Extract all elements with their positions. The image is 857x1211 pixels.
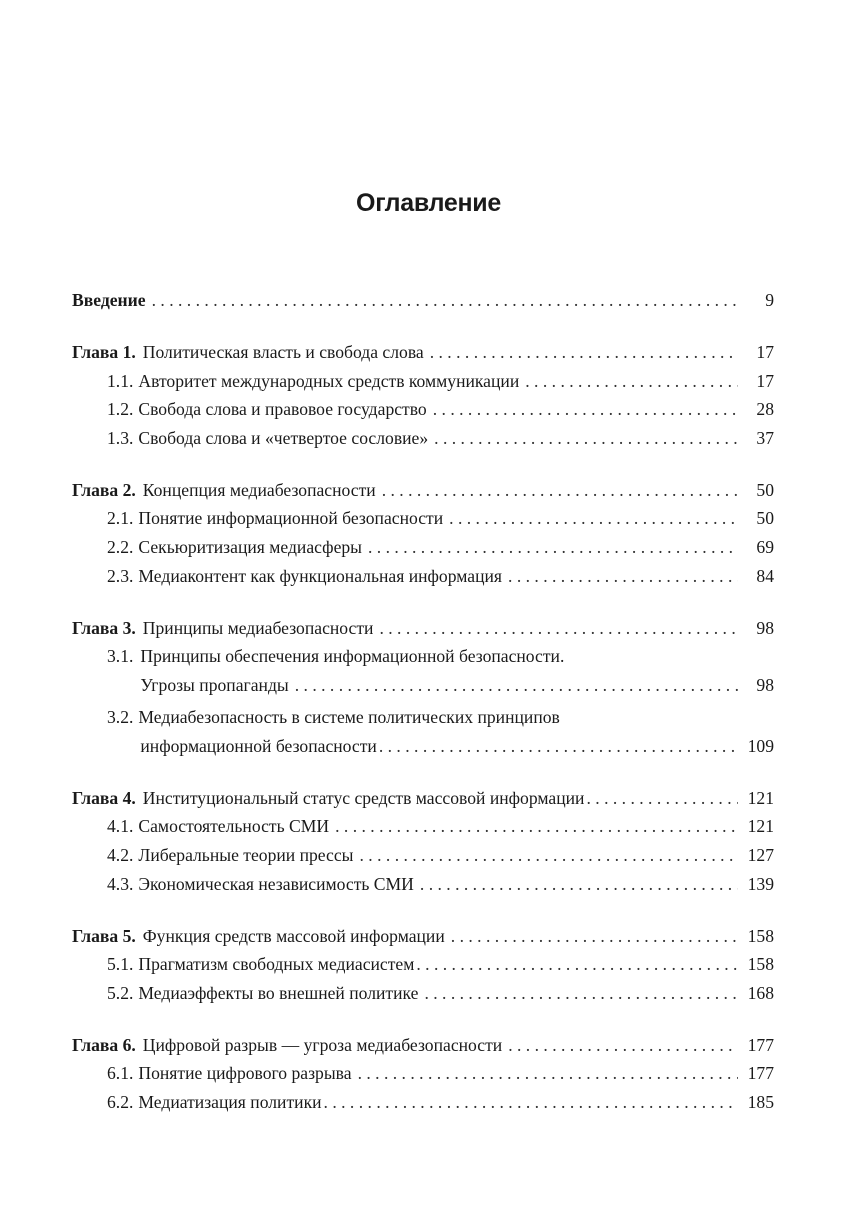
section-title: Авторитет международных средств коммуникации [138, 370, 520, 391]
toc-entry-intro[interactable] [72, 286, 774, 315]
page-number: 127 [747, 845, 774, 866]
section-title: Самостоятельность СМИ [138, 816, 330, 837]
page-number: 121 [747, 816, 774, 837]
toc-entry-section[interactable] [72, 950, 774, 979]
toc-entry-section[interactable] [72, 562, 774, 591]
chapter-label: Глава 4. [72, 787, 136, 808]
section-number: 4.1. [107, 816, 134, 837]
toc-entry-section[interactable] [72, 1059, 774, 1088]
dot-leader [152, 286, 738, 315]
section-number: 1.1. [107, 370, 134, 391]
section-number: 4.2. [107, 845, 134, 866]
toc-chapter-3 [72, 614, 774, 761]
section-number: 3.1. [107, 646, 134, 667]
section-number: 3.2. [107, 707, 134, 728]
dot-leader [420, 870, 738, 899]
page-number: 177 [747, 1034, 774, 1055]
section-title: Медиаконтент как функциональная информация [138, 565, 503, 586]
toc-intro [72, 286, 774, 315]
toc-entry-section[interactable] [72, 424, 774, 453]
toc-chapter-4 [72, 784, 774, 898]
section-title: Экономическая независимость СМИ [138, 873, 414, 894]
page-number: 37 [756, 427, 774, 448]
dot-leader [430, 338, 738, 367]
page-number: 17 [756, 341, 774, 362]
dot-leader [424, 979, 738, 1008]
page-number: 109 [747, 735, 774, 756]
dot-leader [525, 367, 738, 396]
page-number: 69 [756, 536, 774, 557]
dot-leader [449, 504, 738, 533]
dot-leader [360, 841, 739, 870]
dot-leader [508, 1031, 738, 1060]
dot-leader [382, 476, 738, 505]
chapter-title: Институциональный статус средств массовой информации [142, 787, 585, 808]
section-number: 6.2. [107, 1092, 134, 1112]
toc-entry-chapter[interactable] [72, 922, 774, 951]
chapter-title: Цифровой разрыв — угроза медиабезопасности [142, 1034, 503, 1055]
page-number: 84 [756, 565, 774, 586]
table-of-contents [72, 286, 774, 1140]
section-number: 5.1. [107, 954, 134, 975]
page-number: 158 [747, 925, 774, 946]
page-number: 50 [756, 508, 774, 529]
chapter-title: Принципы медиабезопасности [142, 617, 374, 638]
chapter-label: Глава 3. [72, 617, 136, 638]
chapter-label: Глава 5. [72, 925, 136, 946]
toc-entry-chapter[interactable] [72, 1031, 774, 1060]
dot-leader [416, 950, 738, 979]
section-title-line-2: Угрозы пропаганды [140, 674, 289, 695]
section-title-line-1: Принципы обеспечения информационной безопасности. [140, 646, 565, 667]
toc-entry-section[interactable] [72, 367, 774, 396]
page-number: 9 [765, 290, 774, 310]
chapter-title: Функция средств массовой информации [142, 925, 445, 946]
section-title: Медиаэффекты во внешней политике [138, 982, 419, 1003]
page-number: 185 [747, 1092, 774, 1112]
page-number: 28 [756, 399, 774, 420]
dot-leader [358, 1059, 738, 1088]
section-title-line-2: информационной безопасности [140, 735, 377, 756]
chapter-label: Глава 1. [72, 341, 136, 362]
toc-entry-section[interactable] [72, 841, 774, 870]
toc-entry-section[interactable] [72, 395, 774, 424]
dot-leader [433, 395, 738, 424]
toc-entry-section[interactable] [72, 504, 774, 533]
page-number: 139 [747, 873, 774, 894]
dot-leader [335, 812, 738, 841]
section-title: Свобода слова и «четвертое сословие» [138, 427, 429, 448]
page-number: 177 [747, 1063, 774, 1084]
section-number: 4.3. [107, 873, 134, 894]
page-title: Оглавление [356, 189, 501, 217]
section-title: Либеральные теории прессы [138, 845, 354, 866]
dot-leader [508, 562, 738, 591]
page-number: 98 [756, 674, 774, 695]
toc-entry-section[interactable] [72, 812, 774, 841]
page-number: 121 [747, 787, 774, 808]
section-number: 2.1. [107, 508, 134, 529]
toc-entry-section[interactable] [72, 642, 774, 699]
toc-entry-section[interactable] [72, 703, 774, 760]
toc-chapter-2 [72, 476, 774, 590]
section-title: Медиатизация политики [138, 1092, 322, 1112]
toc-entry-section[interactable] [72, 533, 774, 562]
chapter-label: Глава 6. [72, 1034, 136, 1055]
dot-leader [379, 614, 738, 643]
section-number: 1.3. [107, 427, 134, 448]
dot-leader [368, 533, 738, 562]
section-title: Прагматизм свободных медиасистем [138, 954, 415, 975]
dot-leader [324, 1088, 738, 1117]
chapter-title: Концепция медиабезопасности [142, 479, 376, 500]
toc-chapter-6 [72, 1031, 774, 1117]
dot-leader [434, 424, 738, 453]
section-title-line-1: Медиабезопасность в системе политических принципов [138, 707, 560, 728]
section-number: 5.2. [107, 982, 134, 1003]
page-number: 158 [747, 954, 774, 975]
page-number: 50 [756, 479, 774, 500]
toc-entry-chapter[interactable] [72, 338, 774, 367]
chapter-label: Глава 2. [72, 479, 136, 500]
intro-title: Введение [72, 290, 146, 310]
section-number: 6.1. [107, 1063, 134, 1084]
section-title: Секьюритизация медиасферы [138, 536, 362, 557]
chapter-title: Политическая власть и свобода слова [142, 341, 424, 362]
dot-leader [451, 922, 738, 951]
toc-entry-chapter[interactable] [72, 476, 774, 505]
toc-entry-section[interactable] [72, 870, 774, 899]
dot-leader [586, 784, 738, 813]
section-title: Свобода слова и правовое государство [138, 399, 427, 420]
dot-leader [379, 732, 738, 761]
section-number: 1.2. [107, 399, 134, 420]
toc-chapter-1 [72, 338, 774, 452]
toc-entry-chapter[interactable] [72, 784, 774, 813]
toc-entry-chapter[interactable] [72, 614, 774, 643]
page-number: 168 [747, 982, 774, 1003]
toc-chapter-5 [72, 922, 774, 1008]
toc-entry-section[interactable] [72, 1088, 774, 1117]
section-number: 2.2. [107, 536, 134, 557]
dot-leader [295, 671, 738, 700]
page-number: 17 [756, 370, 774, 391]
section-title: Понятие цифрового разрыва [138, 1063, 352, 1084]
page-number: 98 [756, 617, 774, 638]
section-title: Понятие информационной безопасности [138, 508, 444, 529]
toc-entry-section[interactable] [72, 979, 774, 1008]
section-number: 2.3. [107, 565, 134, 586]
